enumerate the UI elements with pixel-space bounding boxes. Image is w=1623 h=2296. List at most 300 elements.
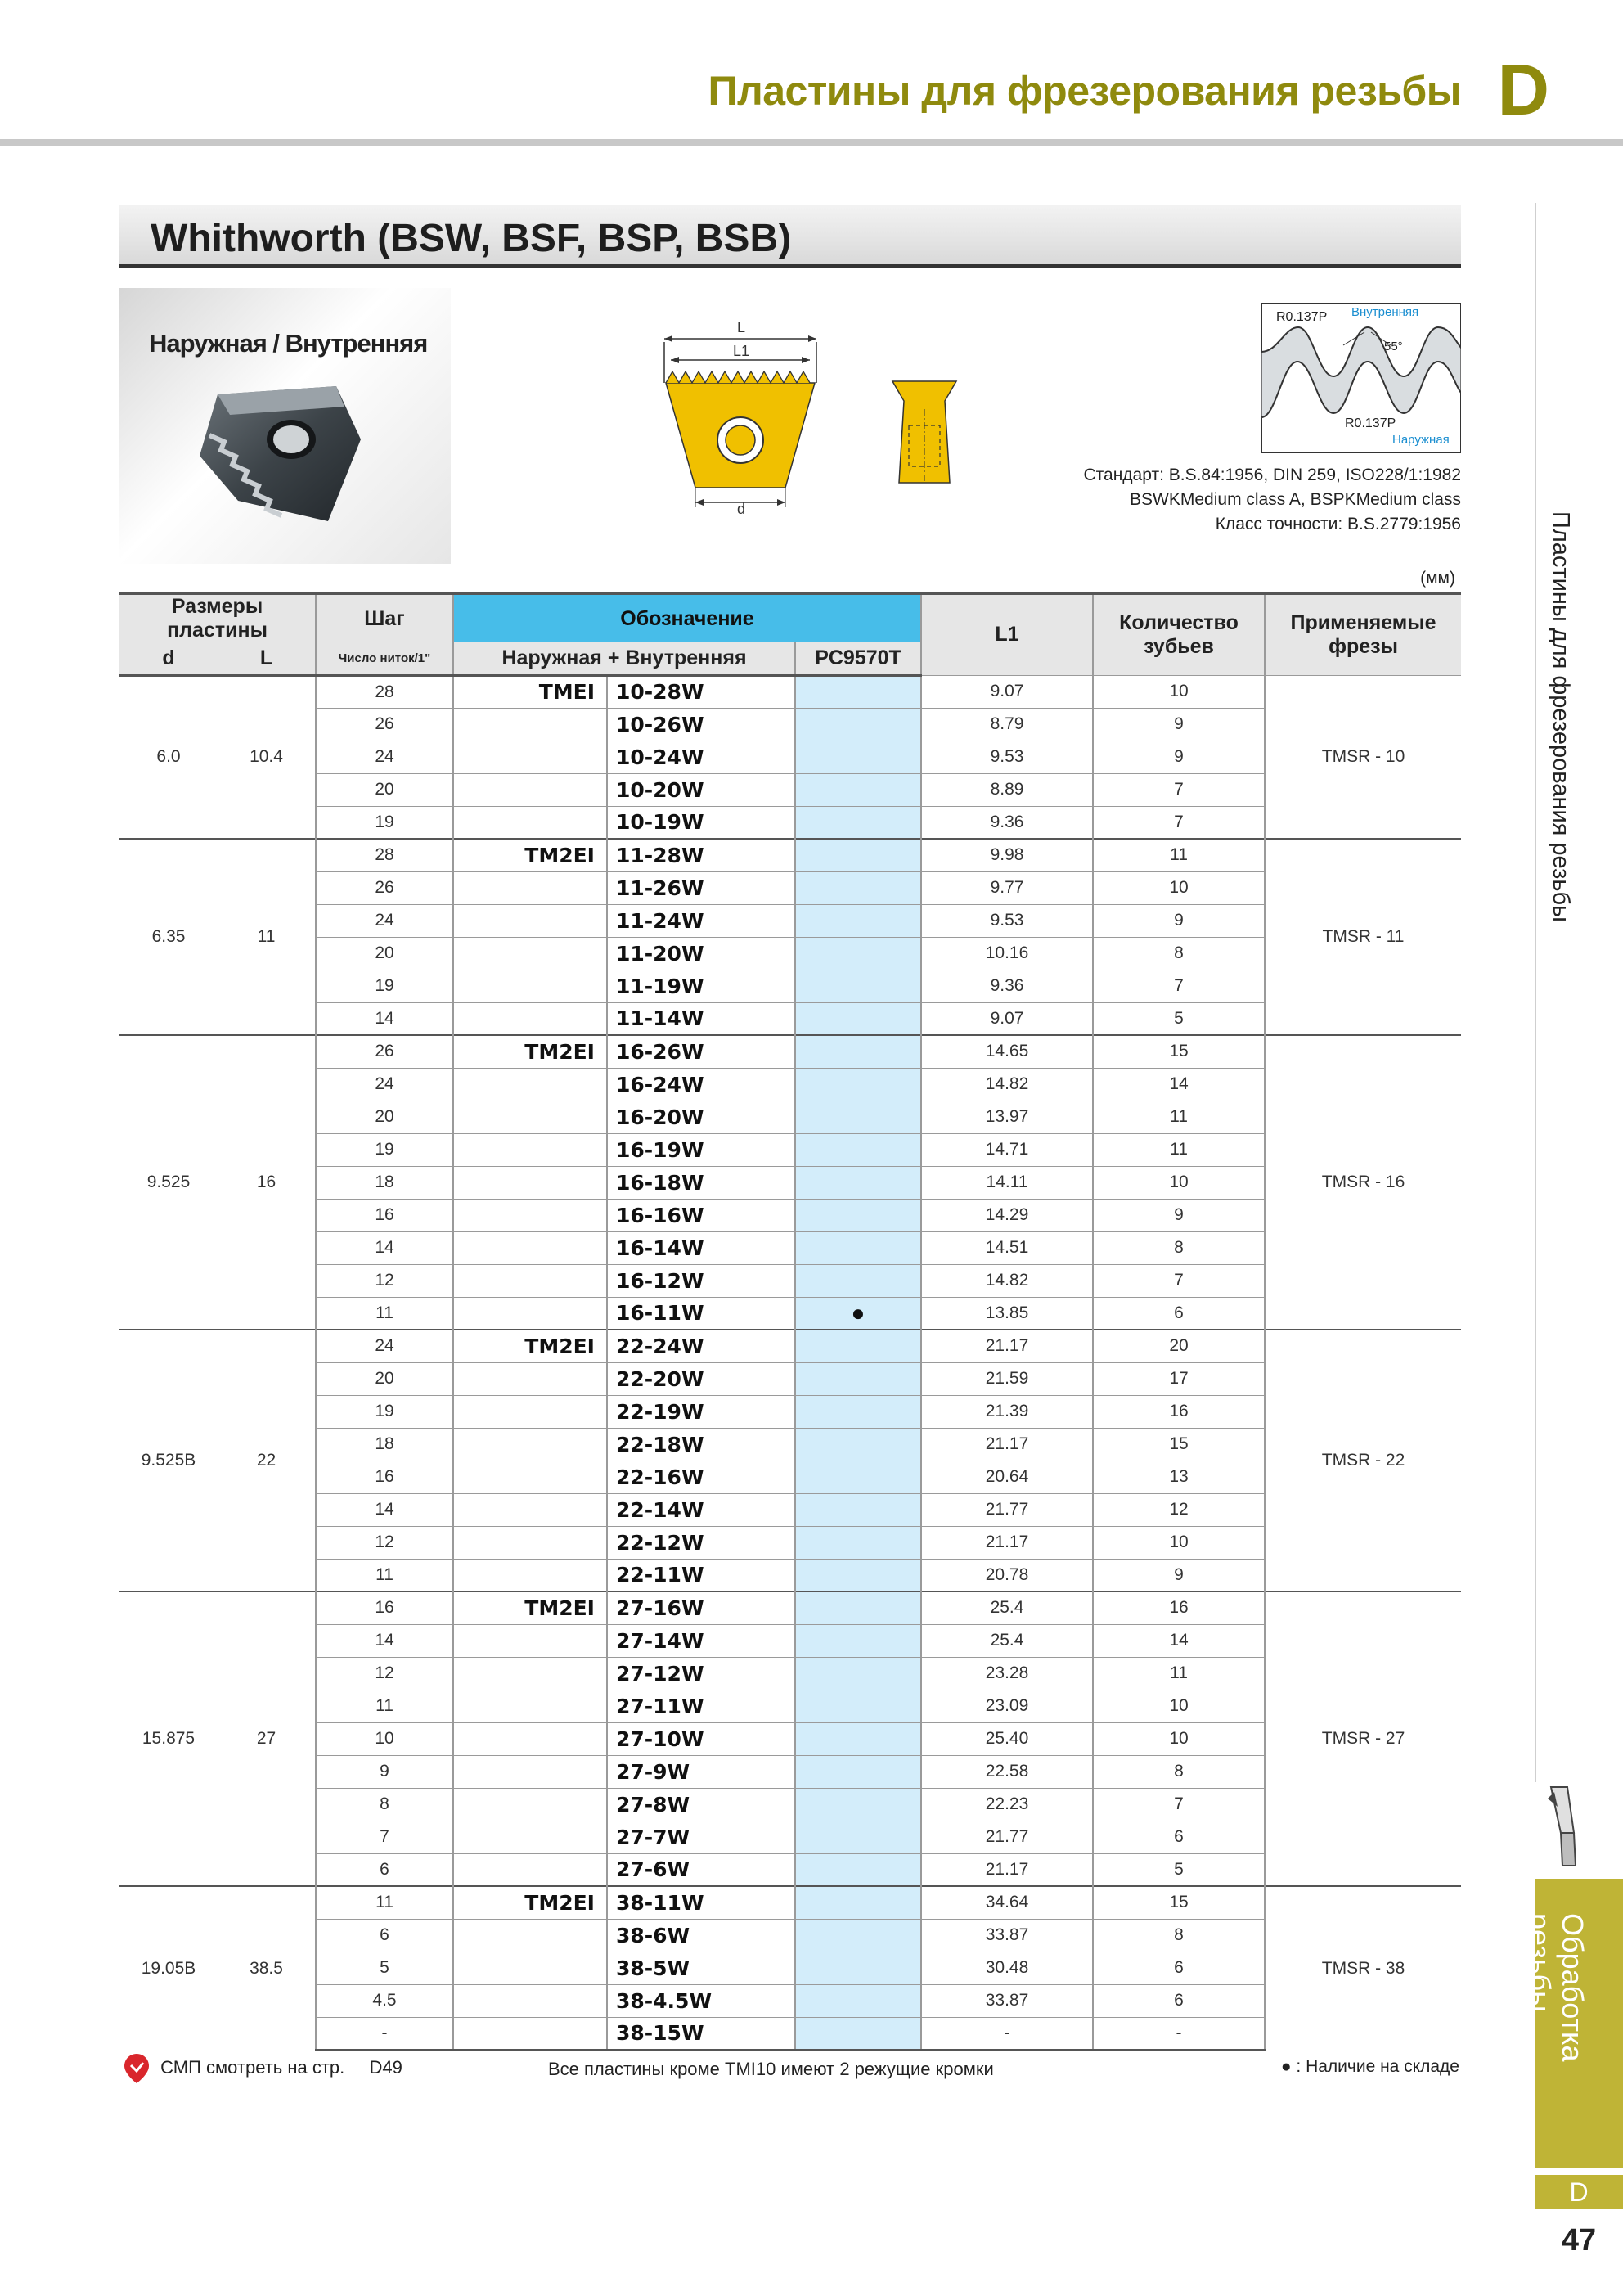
side-rail bbox=[1535, 203, 1536, 1782]
table-row bbox=[119, 1853, 1461, 1886]
cell-prefix bbox=[453, 1722, 607, 1755]
cell-l1: 8.79 bbox=[921, 708, 1093, 741]
cell-l1: 9.07 bbox=[921, 675, 1093, 708]
cell-stock bbox=[795, 708, 921, 741]
cell-prefix bbox=[453, 1428, 607, 1461]
cell-code: 16-24W bbox=[607, 1068, 795, 1101]
cell-l1: 13.97 bbox=[921, 1101, 1093, 1133]
cell-pitch: 14 bbox=[316, 1493, 453, 1526]
table-row bbox=[119, 1264, 1461, 1297]
cell-code: 22-19W bbox=[607, 1395, 795, 1428]
cell-code: 22-20W bbox=[607, 1362, 795, 1395]
cell-l1: 14.29 bbox=[921, 1199, 1093, 1231]
table-row bbox=[119, 1624, 1461, 1657]
cell-code: 27-9W bbox=[607, 1755, 795, 1788]
cell-prefix bbox=[453, 1624, 607, 1657]
table-row bbox=[119, 806, 1461, 839]
cell-prefix bbox=[453, 1952, 607, 1984]
cell-pitch: 14 bbox=[316, 1002, 453, 1035]
cell-prefix: TM2EI bbox=[453, 1886, 607, 1919]
table-row bbox=[119, 1821, 1461, 1853]
cell-prefix bbox=[453, 2017, 607, 2050]
standards-line: Стандарт: B.S.84:1956, DIN 259, ISO228/1:1982 bbox=[1083, 466, 1461, 484]
cell-code: 22-24W bbox=[607, 1330, 795, 1362]
cell-stock bbox=[795, 1166, 921, 1199]
header-l: L bbox=[218, 642, 316, 675]
cell-stock bbox=[795, 1002, 921, 1035]
cell-stock bbox=[795, 1755, 921, 1788]
header-tpi: Число ниток/1" bbox=[316, 642, 453, 675]
profile-angle: 55° bbox=[1384, 340, 1403, 353]
cell-cutter: TMSR - 11 bbox=[1265, 839, 1461, 1035]
cell-stock bbox=[795, 1068, 921, 1101]
cell-l1: 34.64 bbox=[921, 1886, 1093, 1919]
table-row bbox=[119, 1690, 1461, 1722]
table-row bbox=[119, 904, 1461, 937]
cell-l1: 23.09 bbox=[921, 1690, 1093, 1722]
cell-pitch: 16 bbox=[316, 1199, 453, 1231]
cell-teeth: - bbox=[1093, 2017, 1265, 2050]
cell-l1: 21.17 bbox=[921, 1853, 1093, 1886]
cell-teeth: 8 bbox=[1093, 1231, 1265, 1264]
cell-code: 27-14W bbox=[607, 1624, 795, 1657]
cell-stock bbox=[795, 839, 921, 871]
cell-l1: 21.77 bbox=[921, 1493, 1093, 1526]
stock-symbol: ● bbox=[1280, 2057, 1292, 2076]
cell-code: 27-16W bbox=[607, 1591, 795, 1624]
cell-l1: 22.58 bbox=[921, 1755, 1093, 1788]
cell-stock bbox=[795, 1722, 921, 1755]
cell-teeth: 20 bbox=[1093, 1330, 1265, 1362]
cell-pitch: 20 bbox=[316, 1101, 453, 1133]
cell-stock bbox=[795, 970, 921, 1002]
table-row bbox=[119, 1461, 1461, 1493]
insert-type-label: Наружная / Внутренняя bbox=[149, 329, 428, 358]
cell-l: 16 bbox=[218, 1035, 316, 1330]
location-pin-icon bbox=[123, 2052, 151, 2085]
cell-stock bbox=[795, 1101, 921, 1133]
dim-label-L1: L1 bbox=[732, 343, 750, 359]
table-row bbox=[119, 1199, 1461, 1231]
cell-l: 10.4 bbox=[218, 675, 316, 839]
table-row bbox=[119, 1002, 1461, 1035]
table-row bbox=[119, 1101, 1461, 1133]
cell-code: 10-24W bbox=[607, 741, 795, 773]
header-l1: L1 bbox=[921, 594, 1093, 676]
header-grade: PC9570T bbox=[795, 642, 921, 675]
section-letter: D bbox=[1497, 49, 1549, 130]
cell-l: 11 bbox=[218, 839, 316, 1035]
profile-external-label: Наружная bbox=[1392, 433, 1450, 447]
cell-l1: 9.36 bbox=[921, 970, 1093, 1002]
table-body bbox=[119, 675, 1461, 2050]
insert-table bbox=[119, 592, 1461, 2051]
cell-prefix bbox=[453, 1002, 607, 1035]
header-d: d bbox=[119, 642, 218, 675]
cell-teeth: 16 bbox=[1093, 1591, 1265, 1624]
cell-pitch: 10 bbox=[316, 1722, 453, 1755]
table-row bbox=[119, 773, 1461, 806]
cell-pitch: 24 bbox=[316, 1330, 453, 1362]
cell-teeth: 17 bbox=[1093, 1362, 1265, 1395]
cell-pitch: 18 bbox=[316, 1428, 453, 1461]
cell-prefix bbox=[453, 1199, 607, 1231]
cell-l1: 25.4 bbox=[921, 1591, 1093, 1624]
cell-l1: 9.36 bbox=[921, 806, 1093, 839]
cell-teeth: 11 bbox=[1093, 1133, 1265, 1166]
title-banner bbox=[119, 205, 1461, 268]
cell-prefix bbox=[453, 1526, 607, 1559]
cell-stock bbox=[795, 675, 921, 708]
cell-stock bbox=[795, 1559, 921, 1591]
cell-teeth: 7 bbox=[1093, 970, 1265, 1002]
cell-teeth: 10 bbox=[1093, 1526, 1265, 1559]
cell-teeth: 8 bbox=[1093, 937, 1265, 970]
cell-l1: 14.82 bbox=[921, 1264, 1093, 1297]
cell-pitch: 26 bbox=[316, 871, 453, 904]
cell-stock bbox=[795, 1035, 921, 1068]
table-row bbox=[119, 1330, 1461, 1362]
cell-teeth: 6 bbox=[1093, 1952, 1265, 1984]
table-row bbox=[119, 1559, 1461, 1591]
cell-teeth: 11 bbox=[1093, 839, 1265, 871]
standards-line: Класс точности: B.S.2779:1956 bbox=[1215, 515, 1461, 533]
table-row bbox=[119, 1297, 1461, 1330]
cell-prefix: TM2EI bbox=[453, 1330, 607, 1362]
header-pitch: Шаг bbox=[316, 594, 453, 643]
cell-cutter: TMSR - 27 bbox=[1265, 1591, 1461, 1886]
cell-l1: 14.65 bbox=[921, 1035, 1093, 1068]
cell-teeth: 10 bbox=[1093, 675, 1265, 708]
cell-pitch: 28 bbox=[316, 675, 453, 708]
cell-prefix bbox=[453, 1919, 607, 1952]
insert-side-view bbox=[888, 376, 961, 491]
cell-pitch: 19 bbox=[316, 1133, 453, 1166]
table-row bbox=[119, 1231, 1461, 1264]
cell-teeth: 8 bbox=[1093, 1755, 1265, 1788]
cell-code: 10-28W bbox=[607, 675, 795, 708]
cell-pitch: 19 bbox=[316, 970, 453, 1002]
cell-stock bbox=[795, 1395, 921, 1428]
cell-stock bbox=[795, 1428, 921, 1461]
cell-l1: 14.71 bbox=[921, 1133, 1093, 1166]
table-row bbox=[119, 839, 1461, 871]
cell-prefix bbox=[453, 1264, 607, 1297]
cell-prefix bbox=[453, 1395, 607, 1428]
cell-stock bbox=[795, 1493, 921, 1526]
cell-stock bbox=[795, 1952, 921, 1984]
section-tab[interactable] bbox=[1523, 1879, 1623, 2168]
cell-pitch: 20 bbox=[316, 1362, 453, 1395]
cell-pitch: 24 bbox=[316, 1068, 453, 1101]
cell-prefix: TMEI bbox=[453, 675, 607, 708]
section-tab-line1: Обработка bbox=[1556, 1913, 1589, 2062]
cell-pitch: 7 bbox=[316, 1821, 453, 1853]
cell-teeth: 6 bbox=[1093, 1821, 1265, 1853]
cell-pitch: 9 bbox=[316, 1755, 453, 1788]
cell-code: 22-12W bbox=[607, 1526, 795, 1559]
cell-code: 27-6W bbox=[607, 1853, 795, 1886]
cell-pitch: 12 bbox=[316, 1264, 453, 1297]
cell-pitch: 16 bbox=[316, 1461, 453, 1493]
cell-code: 16-20W bbox=[607, 1101, 795, 1133]
cell-teeth: 5 bbox=[1093, 1002, 1265, 1035]
cell-teeth: 15 bbox=[1093, 1428, 1265, 1461]
cell-stock bbox=[795, 1591, 921, 1624]
cell-l1: 30.48 bbox=[921, 1952, 1093, 1984]
cell-l: 27 bbox=[218, 1591, 316, 1886]
cell-stock: ● bbox=[795, 1297, 921, 1330]
cell-teeth: 10 bbox=[1093, 871, 1265, 904]
cell-l1: - bbox=[921, 2017, 1093, 2050]
cell-stock bbox=[795, 1461, 921, 1493]
cell-prefix bbox=[453, 1297, 607, 1330]
profile-bottom-radius: R0.137P bbox=[1345, 416, 1396, 430]
cell-cutter: TMSR - 16 bbox=[1265, 1035, 1461, 1330]
cell-pitch: 11 bbox=[316, 1690, 453, 1722]
cell-pitch: 14 bbox=[316, 1624, 453, 1657]
cell-stock bbox=[795, 1886, 921, 1919]
cell-code: 16-16W bbox=[607, 1199, 795, 1231]
cell-prefix: TM2EI bbox=[453, 839, 607, 871]
cell-code: 11-19W bbox=[607, 970, 795, 1002]
cell-l1: 21.39 bbox=[921, 1395, 1093, 1428]
table-row bbox=[119, 1657, 1461, 1690]
cell-prefix: TM2EI bbox=[453, 1591, 607, 1624]
cell-stock bbox=[795, 1657, 921, 1690]
stock-legend-text: : Наличие на складе bbox=[1296, 2057, 1459, 2076]
cell-cutter: TMSR - 38 bbox=[1265, 1886, 1461, 2050]
cell-stock bbox=[795, 1199, 921, 1231]
see-page-ref[interactable]: D49 bbox=[369, 2056, 402, 2078]
cell-teeth: 10 bbox=[1093, 1722, 1265, 1755]
standards-block bbox=[1083, 463, 1461, 537]
cell-teeth: 5 bbox=[1093, 1853, 1265, 1886]
units-label: (мм) bbox=[1420, 569, 1455, 588]
cell-stock bbox=[795, 1526, 921, 1559]
cell-stock bbox=[795, 1362, 921, 1395]
cell-pitch: 11 bbox=[316, 1886, 453, 1919]
cell-code: 22-14W bbox=[607, 1493, 795, 1526]
table-row bbox=[119, 937, 1461, 970]
cell-l1: 8.89 bbox=[921, 773, 1093, 806]
cell-teeth: 10 bbox=[1093, 1166, 1265, 1199]
cell-code: 16-18W bbox=[607, 1166, 795, 1199]
cell-l1: 33.87 bbox=[921, 1984, 1093, 2017]
cell-teeth: 14 bbox=[1093, 1068, 1265, 1101]
see-page-text: СМП смотреть на стр. bbox=[160, 2056, 345, 2078]
standards-line: BSWKMedium class A, BSPKMedium class bbox=[1130, 490, 1461, 509]
cell-prefix bbox=[453, 1853, 607, 1886]
cell-l1: 9.53 bbox=[921, 904, 1093, 937]
cell-d: 15.875 bbox=[119, 1591, 218, 1886]
section-tab-letter: D bbox=[1535, 2175, 1623, 2209]
table-row bbox=[119, 1068, 1461, 1101]
cell-code: 27-10W bbox=[607, 1722, 795, 1755]
section-tab-line2: резьбы bbox=[1523, 1913, 1557, 2013]
cell-code: 22-18W bbox=[607, 1428, 795, 1461]
cell-teeth: 11 bbox=[1093, 1101, 1265, 1133]
cell-pitch: - bbox=[316, 2017, 453, 2050]
table-row bbox=[119, 1722, 1461, 1755]
cell-l1: 9.53 bbox=[921, 741, 1093, 773]
cell-code: 38-5W bbox=[607, 1952, 795, 1984]
cell-prefix bbox=[453, 1133, 607, 1166]
cell-l1: 9.77 bbox=[921, 871, 1093, 904]
cell-stock bbox=[795, 937, 921, 970]
table-row bbox=[119, 1984, 1461, 2017]
cell-stock bbox=[795, 1984, 921, 2017]
table-row bbox=[119, 708, 1461, 741]
cell-pitch: 4.5 bbox=[316, 1984, 453, 2017]
cell-l: 38.5 bbox=[218, 1886, 316, 2050]
cell-prefix bbox=[453, 806, 607, 839]
cell-prefix bbox=[453, 904, 607, 937]
cell-stock bbox=[795, 1690, 921, 1722]
side-vertical-title bbox=[1544, 511, 1577, 1362]
cell-pitch: 20 bbox=[316, 937, 453, 970]
cell-prefix bbox=[453, 773, 607, 806]
cell-code: 11-26W bbox=[607, 871, 795, 904]
cell-teeth: 10 bbox=[1093, 1690, 1265, 1722]
cell-stock bbox=[795, 1821, 921, 1853]
cell-code: 16-26W bbox=[607, 1035, 795, 1068]
side-vertical-title-text: Пластины для фрезерования резьбы bbox=[1548, 511, 1574, 922]
cell-stock bbox=[795, 1264, 921, 1297]
table-row bbox=[119, 1591, 1461, 1624]
cell-stock bbox=[795, 1133, 921, 1166]
cell-prefix bbox=[453, 1657, 607, 1690]
table-row bbox=[119, 1755, 1461, 1788]
cell-pitch: 16 bbox=[316, 1591, 453, 1624]
cell-teeth: 7 bbox=[1093, 1264, 1265, 1297]
cell-prefix bbox=[453, 1362, 607, 1395]
dim-label-L: L bbox=[736, 319, 746, 335]
table-row bbox=[119, 675, 1461, 708]
table-row bbox=[119, 1526, 1461, 1559]
insert-dimension-drawing bbox=[638, 317, 834, 514]
cell-code: 38-4.5W bbox=[607, 1984, 795, 2017]
cell-l1: 14.51 bbox=[921, 1231, 1093, 1264]
cell-code: 11-14W bbox=[607, 1002, 795, 1035]
cell-pitch: 14 bbox=[316, 1231, 453, 1264]
cell-d: 19.05B bbox=[119, 1886, 218, 2050]
cell-l1: 21.17 bbox=[921, 1330, 1093, 1362]
cell-pitch: 12 bbox=[316, 1657, 453, 1690]
profile-internal-label: Внутренняя bbox=[1351, 305, 1419, 319]
cell-code: 16-14W bbox=[607, 1231, 795, 1264]
cell-stock bbox=[795, 2017, 921, 2050]
cell-code: 27-8W bbox=[607, 1788, 795, 1821]
cell-stock bbox=[795, 806, 921, 839]
cell-teeth: 9 bbox=[1093, 741, 1265, 773]
cell-l1: 9.07 bbox=[921, 1002, 1093, 1035]
cell-teeth: 12 bbox=[1093, 1493, 1265, 1526]
cell-prefix bbox=[453, 970, 607, 1002]
cell-pitch: 19 bbox=[316, 806, 453, 839]
cell-prefix bbox=[453, 1690, 607, 1722]
cell-stock bbox=[795, 1853, 921, 1886]
table-row bbox=[119, 1166, 1461, 1199]
cell-code: 27-11W bbox=[607, 1690, 795, 1722]
cell-code: 10-19W bbox=[607, 806, 795, 839]
table-row bbox=[119, 1788, 1461, 1821]
page-title: Whithworth (BSW, BSF, BSP, BSB) bbox=[151, 217, 792, 260]
table-row bbox=[119, 1919, 1461, 1952]
cell-l1: 9.98 bbox=[921, 839, 1093, 871]
cell-teeth: 14 bbox=[1093, 1624, 1265, 1657]
cell-l: 22 bbox=[218, 1330, 316, 1591]
cell-prefix bbox=[453, 1821, 607, 1853]
cell-stock bbox=[795, 1231, 921, 1264]
cell-code: 38-6W bbox=[607, 1919, 795, 1952]
cell-prefix bbox=[453, 1788, 607, 1821]
table-row bbox=[119, 2017, 1461, 2050]
cell-cutter: TMSR - 10 bbox=[1265, 675, 1461, 839]
cell-teeth: 13 bbox=[1093, 1461, 1265, 1493]
cell-prefix bbox=[453, 871, 607, 904]
cell-l1: 13.85 bbox=[921, 1297, 1093, 1330]
footer-note: Все пластины кроме TMI10 имеют 2 режущие кромки bbox=[548, 2059, 994, 2079]
page-number: 47 bbox=[1561, 2223, 1597, 2258]
cell-l1: 20.64 bbox=[921, 1461, 1093, 1493]
cell-code: 22-11W bbox=[607, 1559, 795, 1591]
cell-teeth: 6 bbox=[1093, 1297, 1265, 1330]
cell-teeth: 6 bbox=[1093, 1984, 1265, 2017]
table-row bbox=[119, 1952, 1461, 1984]
cell-stock bbox=[795, 871, 921, 904]
dim-label-d: d bbox=[736, 501, 746, 514]
cell-l1: 25.40 bbox=[921, 1722, 1093, 1755]
header-ext-int: Наружная + Внутренняя bbox=[453, 642, 795, 675]
cell-code: 10-20W bbox=[607, 773, 795, 806]
cell-stock bbox=[795, 1919, 921, 1952]
cell-pitch: 6 bbox=[316, 1853, 453, 1886]
cell-pitch: 12 bbox=[316, 1526, 453, 1559]
cell-teeth: 11 bbox=[1093, 1657, 1265, 1690]
cell-prefix bbox=[453, 1461, 607, 1493]
cell-prefix: TM2EI bbox=[453, 1035, 607, 1068]
cell-d: 6.35 bbox=[119, 839, 218, 1035]
table-row bbox=[119, 871, 1461, 904]
cell-l1: 21.17 bbox=[921, 1428, 1093, 1461]
cell-prefix bbox=[453, 1493, 607, 1526]
cell-code: 10-26W bbox=[607, 708, 795, 741]
header-designation: Обозначение bbox=[453, 594, 921, 643]
stock-legend bbox=[1281, 2057, 1459, 2077]
cell-l1: 14.11 bbox=[921, 1166, 1093, 1199]
cell-prefix bbox=[453, 1559, 607, 1591]
cell-stock bbox=[795, 904, 921, 937]
cell-teeth: 7 bbox=[1093, 806, 1265, 839]
page-header-title: Пластины для фрезерования резьбы bbox=[708, 68, 1461, 114]
header-teeth: Количество зубьев bbox=[1093, 594, 1265, 676]
table-row bbox=[119, 741, 1461, 773]
cell-pitch: 11 bbox=[316, 1559, 453, 1591]
cell-l1: 21.59 bbox=[921, 1362, 1093, 1395]
insert-photo bbox=[193, 378, 373, 525]
cell-teeth: 9 bbox=[1093, 708, 1265, 741]
cell-stock bbox=[795, 1624, 921, 1657]
header-size: Размеры пластины bbox=[119, 594, 316, 643]
cell-l1: 22.23 bbox=[921, 1788, 1093, 1821]
cell-code: 27-7W bbox=[607, 1821, 795, 1853]
cell-prefix bbox=[453, 1984, 607, 2017]
cell-d: 9.525 bbox=[119, 1035, 218, 1330]
cell-code: 22-16W bbox=[607, 1461, 795, 1493]
cell-prefix bbox=[453, 1101, 607, 1133]
cell-stock bbox=[795, 741, 921, 773]
